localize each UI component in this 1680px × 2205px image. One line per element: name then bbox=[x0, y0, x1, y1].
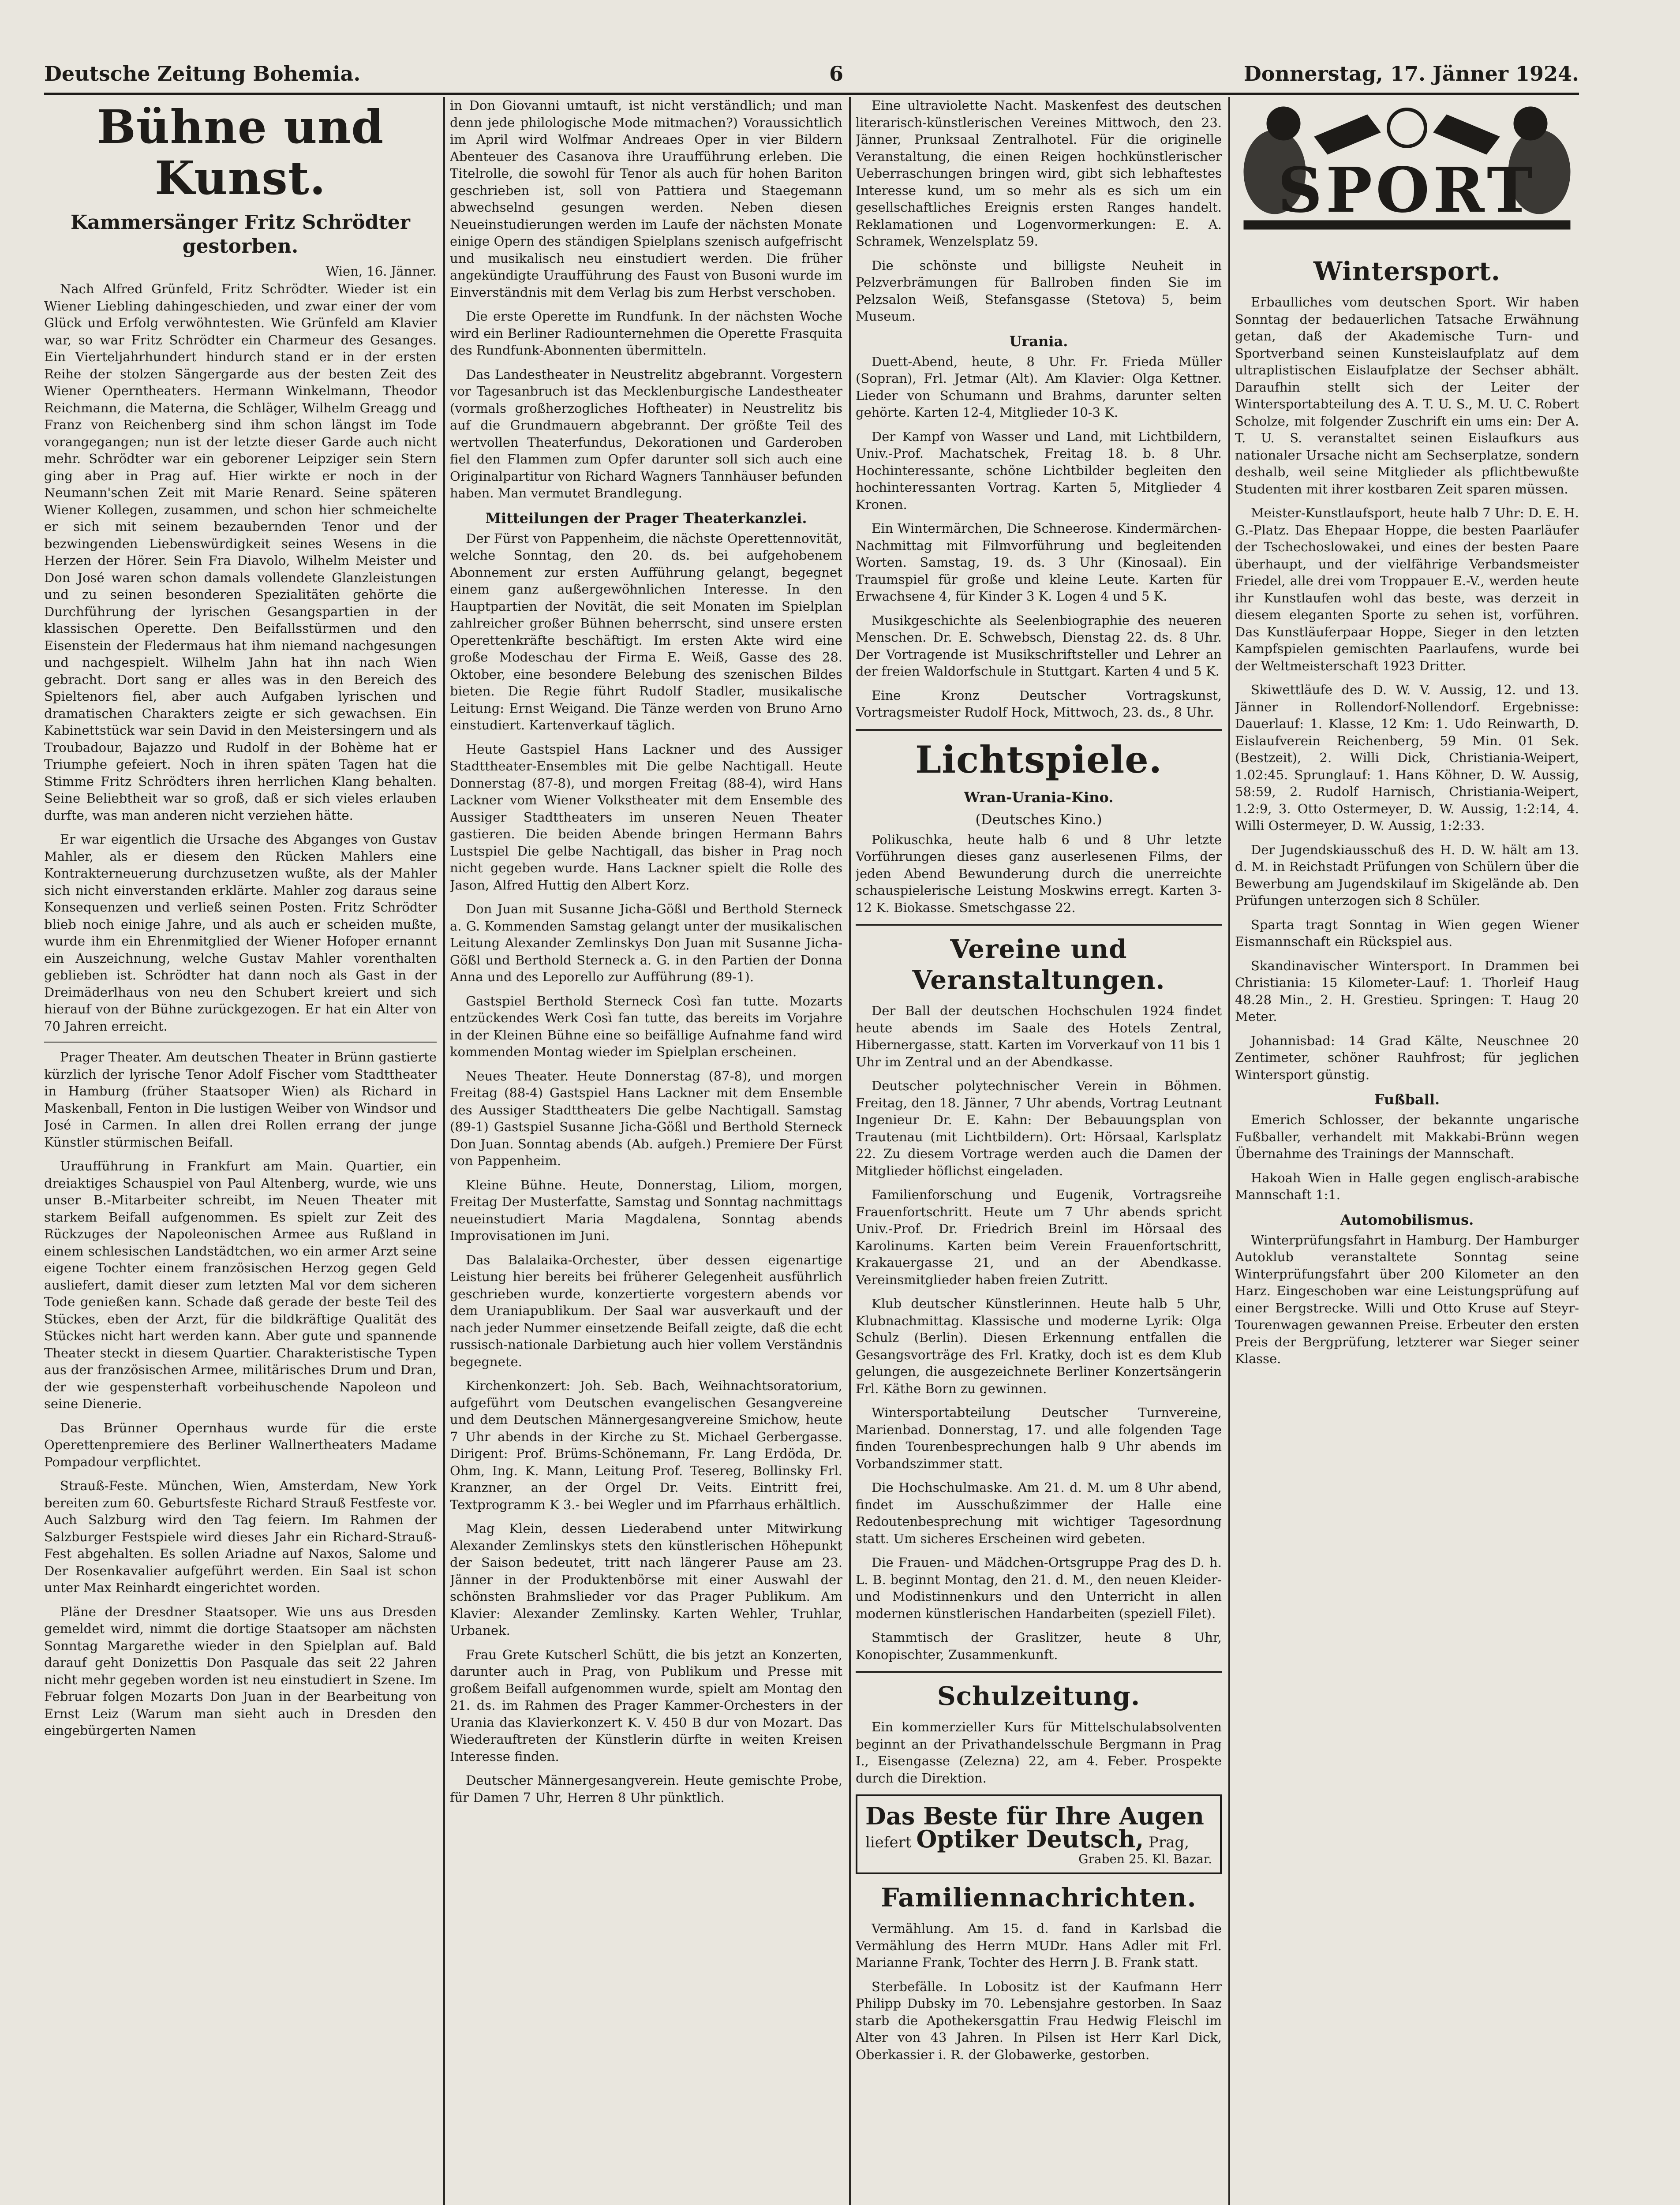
ad-city: Prag, bbox=[1149, 1834, 1190, 1851]
article-paragraph: Don Juan mit Susanne Jicha-Gößl und Berthold Sterneck a. G. Kommenden Samstag gelangt unter der musikalischen Leitung Alexander Zemlinskys Don Juan mit Susanne Jicha-Gößl und Berthold Sterneck a. G. in den Partien der Donna Anna und des Leporello zur Aufführung (89-1). bbox=[450, 901, 842, 984]
article-paragraph: Winterprüfungsfahrt in Hamburg. Der Hamburger Autoklub veranstaltete Sonntag seine Winterprüfungsfahrt über 200 Kilometer an den Harz. Eingeschoben war eine Leistungsprüfung auf einer Bergstrecke. Willi und Otto Kruse auf Steyr-Tourenwagen gewannen Preise. Erbeuter den ersten Preis der Bergprüfung, letzterer war Sieger seiner Klasse. bbox=[1235, 1232, 1579, 1366]
article-paragraph: Sterbefälle. In Lobositz ist der Kaufmann Herr Philipp Dubsky im 70. Lebensjahre gestorben. In Saaz starb die Apothekersgattin Frau Hedwig Fleischl im Alter von 43 Jahren. In Pilsen ist Herr Karl Dick, Oberkassier i. R. der Globawerke, gestorben. bbox=[856, 1979, 1222, 2062]
headline-schroedter: Kammersänger Fritz Schrödter gestorben. bbox=[71, 211, 410, 258]
dateline: Wien, 16. Jänner. bbox=[326, 264, 437, 279]
article-paragraph: Die Hochschulmaske. Am 21. d. M. um 8 Uhr abend, findet im Ausschußzimmer der Halle eine Redoutenbesprechung mit wichtiger Tagesordnung statt. Um sicheres Erscheinen wird gebeten. bbox=[856, 1480, 1222, 1546]
article-paragraph: Die erste Operette im Rundfunk. In der nächsten Woche wird ein Berliner Radiounternehmen die Operette Frasquita des Rundfunk-Abonnenten übermitteln. bbox=[450, 309, 842, 358]
column-3 bbox=[856, 97, 1222, 2205]
article-paragraph: Kirchenkonzert: Joh. Seb. Bach, Weihnachtsoratorium, aufgeführt vom Deutschen evangelischen Gesangvereine und dem Deutschen Männergesangvereine Smichow, heute 7 Uhr abends in der Kirche zu St. Michael Gerbergasse. Dirigent: Prof. Brüms-Schönemann, Fr. Lang Erdöda, Dr. Ohm, Ing. K. Mann, Leitung Prof. Tesereg, Bollinsky Frl. Kranzner, an der Orgel Dr. Veits. Eintritt frei, Textprogramm K 3.- bei Wegler und im Pfarrhaus erhältlich. bbox=[450, 1378, 842, 1512]
article-paragraph: Familienforschung und Eugenik, Vortragsreihe Frauenfortschritt. Heute um 7 Uhr abends spricht Univ.-Prof. Dr. Friedrich Breinl im Hörsaal des Karolinums. Karten beim Verein Frauenfortschritt, Krakauergasse 21, und an der Abendkasse. Vereinsmitglieder haben freien Zutritt. bbox=[856, 1187, 1222, 1287]
article-paragraph: Deutscher polytechnischer Verein in Böhmen. Freitag, den 18. Jänner, 7 Uhr abends, Vortrag Leutnant Ingenieur Dr. E. Kahn: Der Bebauungsplan von Trautenau (mit Lichtbildern). Ort: Hörsaal, Karlsplatz 22. Zu diesem Vortrage werden auch die Damen der Mitglieder höflichst eingeladen. bbox=[856, 1078, 1222, 1178]
article-paragraph: Uraufführung in Frankfurt am Main. Quartier, ein dreiaktiges Schauspiel von Paul Altenberg, wurde, wie uns unser B.-Mitarbeiter schreibt, im Neuen Theater mit starkem Beifall aufgenommen. Es spielt zur Zeit des Rückzuges der Napoleonischen Armee aus Rußland in einem schlesischen Landstädtchen, wo ein armer Arzt seine eigene Tochter einem französischen Herzog gegen Geld ausliefert, damit dieser zum letzten Mal vor dem sicheren Tode genießen kann. Schade daß gerade der beste Teil des Stückes, eben der Arzt, für die bildkräftige Qualität des Stückes nicht hart werden kann. Aber gute und spannende Theater steckt in diesem Quartier. Charakteristische Typen aus der französischen Armee, militärisches Drum und Dran, der wie gespensterhaft vorbeihuschende Napoleon und seine Dienerie. bbox=[44, 1159, 437, 1411]
cinema-subtitle: (Deutsches Kino.) bbox=[975, 811, 1102, 828]
article-paragraph: Erbaulliches vom deutschen Sport. Wir haben Sonntag der bedauerlichen Tatsache Erwähnung getan, daß der Akademische Turn- und Sportverband seinen Kunsteislaufplatz auf dem ultraplistischen Eislaufplatze der Sechser abhält. Daraufhin stellt sich der Leiter der Wintersportabteilung des A. T. U. S., M. U. C. Robert Scholze, mit folgender Zuschrift ein ums ein: Der A. T. U. S. veranstaltet seinen Eislaufkurs aus nationaler Ursache nicht am Sechserplatze, sondern deshalb, weil seine Mitglieder als pflichtbewußte Studenten mit ihrer kostbaren Zeit sparen müssen. bbox=[1235, 295, 1579, 497]
page-header bbox=[44, 62, 1579, 93]
article-paragraph: Sparta tragt Sonntag in Wien gegen Wiener Eismannschaft ein Rückspiel aus. bbox=[1235, 917, 1579, 949]
article-paragraph: Johannisbad: 14 Grad Kälte, Neuschnee 20 Zentimeter, schöner Rauhfrost; für jeglichen Wintersport günstig. bbox=[1235, 1033, 1579, 1082]
column-4 bbox=[1235, 97, 1579, 2205]
optician-advertisement bbox=[856, 1794, 1222, 1874]
issue-date: Donnerstag, 17. Jänner 1924. bbox=[1243, 62, 1579, 86]
section-title-lichtspiele: Lichtspiele. bbox=[915, 737, 1162, 781]
article-paragraph: Skandinavischer Wintersport. In Drammen bei Christiania: 15 Kilometer-Lauf: 1. Thorleif Haug 48.28 Min., 2. H. Grestieu. Springen: T. Haug 20 Meter. bbox=[1235, 958, 1579, 1024]
ad-line bbox=[865, 1825, 1212, 1853]
article-paragraph: Neues Theater. Heute Donnerstag (87-8), und morgen Freitag (88-4) Gastspiel Hans Lackner mit dem Ensemble des Aussiger Stadttheaters Die gelbe Nachtigall. Samstag (89-1) Gastspiel Susanne Jicha-Gößl und Berthold Sterneck Don Juan. Sonntag abends (Ab. aufgeh.) Premiere Der Fürst von Pappenheim. bbox=[450, 1068, 842, 1168]
column-rule bbox=[1228, 97, 1230, 2205]
article-paragraph: Emerich Schlosser, der bekannte ungarische Fußballer, verhandelt mit Makkabi-Brünn wegen Übernahme des Trainings der Mannschaft. bbox=[1235, 1112, 1579, 1161]
ad-title: Das Beste für Ihre Augen bbox=[865, 1802, 1204, 1830]
article-paragraph: Skiwettläufe des D. W. V. Aussig, 12. und 13. Jänner in Rollendorf-Nollendorf. Ergebnisse: Dauerlauf: 1. Klasse, 12 Km: 1. Udo Reinwarth, D. Eislaufverein Reichenberg, 59 Min. 01 Sek. (Bestzeit), 2. Willi Dick, Christiania-Weipert, 1.02:45. Sprunglauf: 1. Hans Köhner, D. W. Aussig, 58:59, 2. Rudolf Harnisch, Christiania-Weipert, 1.2:9, 3. Otto Ostermeyer, D. W. Aussig, 1:2:14, 4. Willi Ostermeyer, D. W. Aussig, 1:2:33. bbox=[1235, 682, 1579, 833]
column-2 bbox=[450, 97, 842, 2205]
article-paragraph: Der Kampf von Wasser und Land, mit Lichtbildern, Univ.-Prof. Machatschek, Freitag 18. b. 8 Uhr. Hochinteressante, schöne Lichtbilder begleiten den hochinteressanten Vortrag. Karten 5, Mitglieder 4 Kronen. bbox=[856, 429, 1222, 512]
cinema-name: Wran-Urania-Kino. bbox=[964, 789, 1114, 806]
subhead-automobilismus: Automobilismus. bbox=[1340, 1211, 1474, 1228]
divider bbox=[856, 1671, 1222, 1673]
article-paragraph: Deutscher Männergesangverein. Heute gemischte Probe, für Damen 7 Uhr, Herren 8 Uhr pünktlich. bbox=[450, 1773, 842, 1805]
article-paragraph: Strauß-Feste. München, Wien, Amsterdam, New York bereiten zum 60. Geburtsfeste Richard Strauß Festfeste vor. Auch Salzburg wird den Tag feiern. Im Rahmen der Salzburger Festspiele wird dieses Jahr ein Richard-Strauß-Fest abgehalten. Es sollen Ariadne auf Naxos, Salome und Der Rosenkavalier aufgeführt werden. Ein Saal ist schon unter Max Reinhardt eingerichtet worden. bbox=[44, 1478, 437, 1595]
article-paragraph: Meister-Kunstlaufsport, heute halb 7 Uhr: D. E. H. G.-Platz. Das Ehepaar Hoppe, die besten Paarläufer der Tschechoslowakei, und eines der besten Paare überhaupt, und der vielfährige Verbandsmeister Friedel, alle drei vom Troppauer E.-V., werden heute ihr Kunstlaufen wohl das beste, was derzeit in diesem eleganten Sporte zu sehen ist, vorführen. Das Kunstläuferpaar Hoppe, Sieger in den letzten Kampfspielen gemischten Paarlaufens, wurde bei der Weltmeisterschaft 1923 Dritter. bbox=[1235, 505, 1579, 673]
sport-banner-illustration bbox=[1235, 97, 1579, 243]
header-rule bbox=[44, 93, 1579, 95]
article-paragraph: Das Balalaika-Orchester, über dessen eigenartige Leistung hier bereits bei früherer Gelegenheit ausführlich geschrieben wurde, konzertierte vorgestern abends vor dem Uraniapublikum. Der Saal war ausverkauft und der nach jeder Nummer einsetzende Beifall zeigte, daß die echt russisch-nationale Darbietung auch hier vollem Verständnis begegnete. bbox=[450, 1252, 842, 1369]
subhead-fussball: Fußball. bbox=[1374, 1091, 1440, 1108]
article-paragraph: Ein Wintermärchen, Die Schneerose. Kindermärchen-Nachmittag mit Filmvorführung und begleitenden Worten. Samstag, 19. ds. 3 Uhr (Kinosaal). Ein Traumspiel für große und kleine Leute. Karten für Erwachsene 4, für Kinder 3 K. Logen 4 und 5 K. bbox=[856, 521, 1222, 604]
divider bbox=[856, 924, 1222, 926]
article-paragraph: Er war eigentlich die Ursache des Abganges von Gustav Mahler, als er diesem den Rücken Mahlers eine Kontrakterneuerung durchzusetzen wußte, als der Mahler sich nicht einverstanden erklärte. Mahler zog daraus seine Konsequenzen und verließ seinen Posten. Fritz Schrödter blieb noch einige Jahre, und als auch er scheiden mußte, wurde ihm ein Ehrenmitglied der Wiener Hofoper ernannt ein Auszeichnung, welche Gustav Mahler vorenthalten geblieben ist. Schrödter hat dann noch als Gast in der Dreimäderlhaus von neu den Schubert kreiert und sich hierauf von der Bühne zurückgezogen. Er hat ein Alter von 70 Jahren erreicht. bbox=[44, 832, 437, 1034]
page-number: 6 bbox=[829, 62, 844, 86]
article-paragraph: Pläne der Dresdner Staatsoper. Wie uns aus Dresden gemeldet wird, nimmt die dortige Staatsoper am nächsten Sonntag Margarethe wieder in den Spielplan auf. Bald darauf geht Donizettis Don Pasquale das seit 22 Jahren nicht mehr gegeben worden ist neu einstudiert in Szene. Im Februar folgen Mozarts Don Juan in der Bearbeitung von Ernst Leiz (Warum man sieht auch in Dresden den eingebürgerten Namen bbox=[44, 1604, 437, 1738]
article-paragraph: Vermählung. Am 15. d. fand in Karlsbad die Vermählung des Herrn MUDr. Hans Adler mit Frl. Marianne Frank, Tochter des Herrn J. B. Frank statt. bbox=[856, 1921, 1222, 1970]
article-paragraph: Stammtisch der Graslitzer, heute 8 Uhr, Konopischter, Zusammenkunft. bbox=[856, 1630, 1222, 1662]
article-paragraph: Das Brünner Opernhaus wurde für die erste Operettenpremiere des Berliner Wallnertheaters Madame Pompadour verpflichtet. bbox=[44, 1420, 437, 1469]
article-paragraph: Wintersportabteilung Deutscher Turnvereine, Marienbad. Donnerstag, 17. und alle folgenden Tage finden Tourenbesprechungen halb 9 Uhr abends im Vorbandszimmer statt. bbox=[856, 1405, 1222, 1471]
article-paragraph: Eine Kronz Deutscher Vortragskunst, Vortragsmeister Rudolf Hock, Mittwoch, 23. ds., 8 Uhr. bbox=[856, 688, 1222, 720]
section-title-vereine: Vereine und Veranstaltungen. bbox=[912, 934, 1165, 995]
article-paragraph: Heute Gastspiel Hans Lackner und des Aussiger Stadttheater-Ensembles mit Die gelbe Nachtigall. Heute Donnerstag (87-8), und morgen Freitag (88-4), wird Hans Lackner vom Wiener Volkstheater mit dem Ensemble des Aussiger Stadttheaters im unseren Neuen Theater gastieren. Die beiden Abende bringen Hermann Bahrs Lustspiel Die gelbe Nachtigall, das bisher in Prag noch nicht gegeben wurde. Hans Lackner spielt die Rolle des Jason, Alfred Huttig den Albert Korz. bbox=[450, 741, 842, 893]
ad-address: Graben 25. Kl. Bazar. bbox=[1078, 1852, 1212, 1866]
article-paragraph: Eine ultraviolette Nacht. Maskenfest des deutschen literarisch-künstlerischen Vereines Mittwoch, den 23. Jänner, Prunksaal Zentralhotel. Für die originelle Veranstaltung, die einen Reigen hochkünstlerischer Ueberraschungen bringen wird, gibt sich lebhaftestes Interesse kund, um so mehr als es sich um ein gesellschaftliches Ereignis ersten Ranges handelt. Reklamationen und Logenvormerkungen: E. A. Schramek, Wenzelsplatz 59. bbox=[856, 98, 1222, 249]
article-paragraph: Gastspiel Berthold Sterneck Così fan tutte. Mozarts entzückendes Werk Così fan tutte, das bereits im Vorjahre in der Kleinen Bühne eine so beifällige Aufnahme fand wird kommenden Montag wieder im Spielplan erscheinen. bbox=[450, 993, 842, 1059]
subhead-urania: Urania. bbox=[1009, 333, 1068, 350]
article-paragraph: Ein kommerzieller Kurs für Mittelschulabsolventen beginnt an der Privathandelsschule Bergmann in Prag I., Eisengasse (Zelezna) 22, am 4. Feber. Prospekte durch die Direktion. bbox=[856, 1719, 1222, 1786]
article-paragraph: Duett-Abend, heute, 8 Uhr. Fr. Frieda Müller (Sopran), Frl. Jetmar (Alt). Am Klavier: Olga Kettner. Lieder von Schumann und Brahms, darunter selten gehörte. Karten 12-4, Mitglieder 10-3 K. bbox=[856, 354, 1222, 420]
article-paragraph: Die Frauen- und Mädchen-Ortsgruppe Prag des D. h. L. B. beginnt Montag, den 21. d. M., den neuen Kleider- und Modistinnenkurs und den Unterricht in allen modernen künstlerischen Handarbeiten (speziell Filet). bbox=[856, 1555, 1222, 1621]
divider bbox=[44, 1042, 437, 1043]
article-paragraph: Kleine Bühne. Heute, Donnerstag, Liliom, morgen, Freitag Der Musterfatte, Samstag und Sonntag nachmittags neueinstudiert Maria Magdalena, Sonntag abends Improvisationen im Juni. bbox=[450, 1177, 842, 1243]
column-1 bbox=[44, 97, 437, 2205]
section-title-buehne: Bühne und Kunst. bbox=[97, 100, 384, 205]
article-paragraph: in Don Giovanni umtauft, ist nicht verständlich; und man denn jede philologische Mode mitmachen?) Voraussichtlich im April wird Wolfmar Andreaes Oper in vier Bildern Abenteuer des Casanova ihre Uraufführung erleben. Die Titelrolle, die sowohl für Tenor als auch für hohen Bariton geschrieben ist, soll von Pattiera und Staegemann abwechselnd gesungen werden. Neben diesen Neueinstudierungen werden im Laufe der nächsten Monate einige Opern des ständigen Spielplans szenisch aufgefrischt und musikalisch neu einstudiert werden. Die früher angekündigte Uraufführung des Faust von Busoni wurde im Einverständnis mit dem Verlag bis zum Herbst verschoben. bbox=[450, 98, 842, 300]
article-paragraph: Der Jugendskiausschuß des H. D. W. hält am 13. d. M. in Reichstadt Prüfungen von Schülern über die Bewerbung am Jugendskilauf im Skigelände ab. Den Prüfungen unterzogen sich 8 Schüler. bbox=[1235, 842, 1579, 908]
article-paragraph: Nach Alfred Grünfeld, Fritz Schrödter. Wieder ist ein Wiener Liebling dahingeschieden, und zwar einer der vom Glück und Erfolg verwöhntesten. Wie Grünfeld am Klavier war, so war Fritz Schrödter ein Charmeur des Gesanges. Ein Vierteljahrhundert hindurch stand er in der ersten Reihe der stolzen Sängergarde aus der besten Zeit des Wiener Operntheaters. Hermann Winkelmann, Theodor Reichmann, die Materna, die Schläger, Wilhelm Greagg und Franz von Reichenberg sind ihm schon längst im Tode vorangegangen; nun ist der letzte dieser Garde auch nicht mehr. Schrödter war ein geborener Leipziger sein Stern ging aber in Prag auf. Hier wirkte er noch in der Neumann'schen Zeit mit Marie Renard. Seine späteren Wiener Kollegen, zusammen, und schon hier schmeichelte er sich mit seinem bezaubernden Tenor und der bezwingenden Liebenswürdigkeit seines Wesens in die Herzen der Hörer. Sein Fra Diavolo, Wilhelm Meister und Don José waren schon damals vollendete Glanzleistungen und zu seinen besonderen Spezialitäten gehörte die Durchführung der lyrischen Gesangspartien in der klassischen Operette. Den Beifallsstürmen und den Eisenstein der Fledermaus hat ihm niemand nachgesungen und nachgespielt. Wilhelm Jahn hat ihn nach Wien gebracht. Dort sang er alles was in den Bereich des Spieltenors fiel, aber auch Aufgaben lyrischen und dramatischen Charakters zeigte er sich gewachsen. Ein Kabinettstück war sein David in den Meistersingern und als Troubadour, Bajazzo und Rudolf in der Bohème hat er Triumphe gefeiert. Noch in ihren späten Tagen hat die Stimme Fritz Schrödters ihren herrlichen Klang behalten. Seine Beliebtheit war so groß, daß er sich vieles erlauben durfte, was man anderen nicht verziehen hätte. bbox=[44, 281, 437, 823]
article-paragraph: Der Fürst von Pappenheim, die nächste Operettennovität, welche Sonntag, den 20. ds. bei aufgehobenem Abonnement zur ersten Aufführung gelangt, begegnet einem ganz außergewöhnlichen Interesse. In den Hauptpartien der Novität, die seit Monaten im Spielplan zahlreicher großer Bühnen beherrscht, sind unsere ersten Operettenkräfte beschäftigt. Im ersten Akte wird eine große Modeschau der Firma E. Weiß, Gasse des 28. Oktober, eine besondere Belebung des szenischen Bildes bieten. Die Regie führt Rudolf Stadler, musikalische Leitung: Ernst Weigand. Die Tänze werden von Bruno Arno einstudiert. Kartenverkauf täglich. bbox=[450, 531, 842, 733]
ad-company: Optiker Deutsch, bbox=[916, 1825, 1144, 1853]
column-rule bbox=[443, 97, 445, 2205]
article-paragraph: Hakoah Wien in Halle gegen englisch-arabische Mannschaft 1:1. bbox=[1235, 1170, 1579, 1202]
section-title-schulzeitung: Schulzeitung. bbox=[937, 1681, 1141, 1711]
article-paragraph: Prager Theater. Am deutschen Theater in Brünn gastierte kürzlich der lyrische Tenor Adolf Fischer vom Stadttheater in Hamburg (früher Staatsoper Wien) als Richard in Maskenball, Fenton in Die lustigen Weiber von Windsor und José in Carmen. In allen drei Rollen errang der junge Künstler stürmischen Beifall. bbox=[44, 1050, 437, 1150]
article-paragraph: Musikgeschichte als Seelenbiographie des neueren Menschen. Dr. E. Schwebsch, Dienstag 22. ds. 8 Uhr. Der Vortragende ist Musikschriftsteller und Lehrer an der freien Waldorfschule in Stuttgart. Karten 4 und 5 K. bbox=[856, 613, 1222, 679]
column-rule bbox=[849, 97, 851, 2205]
article-paragraph: Die schönste und billigste Neuheit in Pelzverbrämungen für Ballroben finden Sie im Pelzsalon Weiß, Stefansgasse (Stetova) 5, beim Museum. bbox=[856, 258, 1222, 324]
article-paragraph: Der Ball der deutschen Hochschulen 1924 findet heute abends im Saale des Hotels Zentral, Hibernergasse, statt. Karten im Vorverkauf von 11 bis 1 Uhr im Zentral und an der Abendkasse. bbox=[856, 1003, 1222, 1069]
article-paragraph: Das Landestheater in Neustrelitz abgebrannt. Vorgestern vor Tagesanbruch ist das Mecklenburgische Landestheater (vormals großherzogliches Hoftheater) in Neustrelitz bis auf die Grundmauern abgebrannt. Der größte Teil des wertvollen Theaterfundus, Dekorationen und Garderoben fiel den Flammen zum Opfer darunter soll sich auch eine Originalpartitur von Richard Wagners Tannhäuser befunden haben. Man vermutet Brandlegung. bbox=[450, 366, 842, 501]
divider bbox=[856, 729, 1222, 731]
subhead-theaterkanzlei: Mitteilungen der Prager Theaterkanzlei. bbox=[485, 509, 807, 527]
section-title-familien: Familiennachrichten. bbox=[881, 1883, 1197, 1913]
sport-banner-text: SPORT bbox=[1277, 154, 1537, 227]
ad-prefix: liefert bbox=[865, 1834, 912, 1851]
article-paragraph: Mag Klein, dessen Liederabend unter Mitwirkung Alexander Zemlinskys stets den künstlerischen Höhepunkt der Saison bedeutet, tritt nach längerer Pause am 23. Jänner in der Produktenbörse mit einer Auswahl der schönsten Brahmslieder vor das Prager Publikum. Am Klavier: Alexander Zemlinsky. Karten Wehler, Truhlar, Urbanek. bbox=[450, 1521, 842, 1638]
section-title-wintersport: Wintersport. bbox=[1313, 256, 1500, 286]
newspaper-name: Deutsche Zeitung Bohemia. bbox=[44, 62, 361, 86]
article-paragraph: Frau Grete Kutscherl Schütt, die bis jetzt an Konzerten, darunter auch in Prag, von Publikum und Presse mit großem Beifall aufgenommen wurde, spielt am Montag den 21. ds. im Rahmen des Prager Kammer-Orchesters in der Urania das Klavierkonzert K. V. 450 B dur von Mozart. Das Wiederauftreten der Künstlerin dürfte in weiten Kreisen Interesse finden. bbox=[450, 1647, 842, 1764]
article-paragraph: Polikuschka, heute halb 6 und 8 Uhr letzte Vorführungen dieses ganz auserlesenen Films, der jeden Abend Bewunderung durch die unerreichte schauspielerische Leistung Moskwins erregt. Karten 3-12 K. Biokasse. Smetschgasse 22. bbox=[856, 832, 1222, 915]
article-paragraph: Klub deutscher Künstlerinnen. Heute halb 5 Uhr, Klubnachmittag. Klassische und moderne Lyrik: Olga Schulz (Berlin). Diesen Erkennung entfallen die Gesangsvorträge des Frl. Kratky, doch ist es dem Klub gelungen, die ausgezeichnete Berliner Konzertsängerin Frl. Käthe Born zu gewinnen. bbox=[856, 1296, 1222, 1396]
